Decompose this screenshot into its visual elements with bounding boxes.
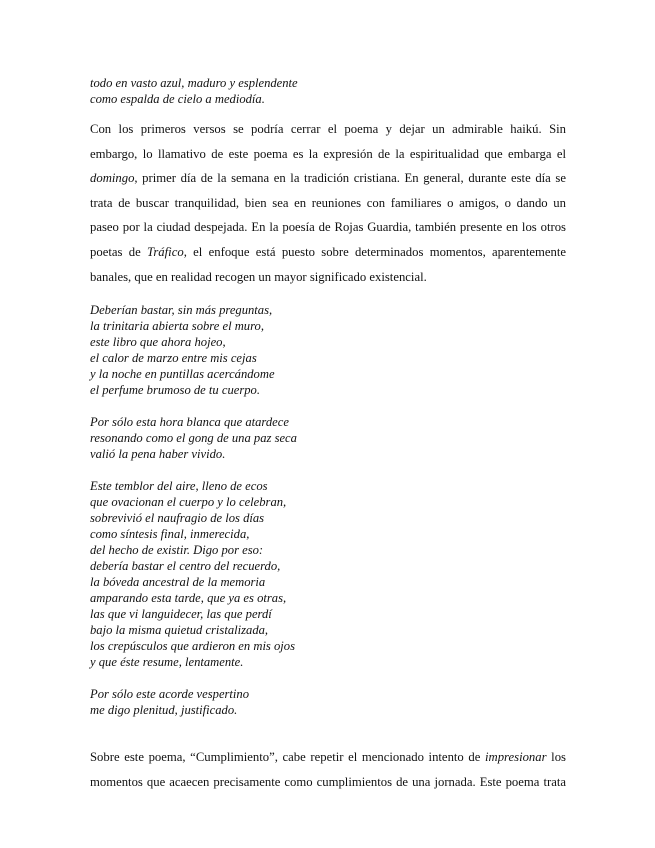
paragraph-line: embargo, lo llamativo de este poema es la expresión de la espiritualidad que embarga el xyxy=(90,146,566,161)
verse-line: debería bastar el centro del recuerdo, xyxy=(90,559,281,574)
poem-stanza-4 xyxy=(90,686,566,718)
verse-line: y la noche en puntillas acercándome xyxy=(90,367,275,382)
verse-line: Por sólo esta hora blanca que atardece xyxy=(90,415,289,430)
verse-line: el calor de marzo entre mis cejas xyxy=(90,351,257,366)
verse-line: bajo la misma quietud cristalizada, xyxy=(90,623,269,638)
paragraph-line: banales, que en realidad recogen un mayor significado existencial. xyxy=(90,269,427,284)
verse-line: Este temblor del aire, lleno de ecos xyxy=(90,479,268,494)
document-page xyxy=(90,68,566,794)
paragraph-line: Sobre este poema, “Cumplimiento”, cabe repetir el mencionado intento de impresionar los xyxy=(90,750,566,765)
poem-stanza-2 xyxy=(90,414,566,462)
verse-line: las que vi languidecer, las que perdí xyxy=(90,607,272,622)
verse-line: valió la pena haber vivido. xyxy=(90,447,226,462)
verse-line: la bóveda ancestral de la memoria xyxy=(90,575,266,590)
verse-line: como espalda de cielo a mediodía. xyxy=(90,92,265,106)
verse-line: resonando como el gong de una paz seca xyxy=(90,431,297,446)
verse-line: el perfume brumoso de tu cuerpo. xyxy=(90,383,260,398)
paragraph-line: paseo por la ciudad despejada. En la poesía de Rojas Guardia, también presente en los otros xyxy=(90,220,566,235)
paragraph-line: momentos que acaecen precisamente como cumplimientos de una jornada. Este poema trata xyxy=(90,774,566,789)
verse-line: amparando esta tarde, que ya es otras, xyxy=(90,591,287,606)
verse-line: este libro que ahora hojeo, xyxy=(90,335,226,350)
emphasis-trafico: Tráfico xyxy=(147,244,184,259)
verse-line: que ovacionan el cuerpo y lo celebran, xyxy=(90,495,287,510)
paragraph-line: trata de buscar tranquilidad, bien sea en reuniones con familiares o amigos, o dando un xyxy=(90,195,566,210)
paragraph-line: Con los primeros versos se podría cerrar el poema y dejar un admirable haikú. Sin xyxy=(90,122,566,136)
poem-stanza-opening xyxy=(90,75,566,107)
verse-line: la trinitaria abierta sobre el muro, xyxy=(90,319,264,334)
poem-stanza-1 xyxy=(90,302,566,398)
verse-line: como síntesis final, inmerecida, xyxy=(90,527,250,542)
verse-line: todo en vasto azul, maduro y esplendente xyxy=(90,76,298,90)
verse-line: sobrevivió el naufragio de los días xyxy=(90,511,265,526)
paragraph-line: poetas de Tráfico, el enfoque está puesto sobre determinados momentos, aparentemente xyxy=(90,244,567,259)
emphasis-impresionar: impresionar xyxy=(485,750,547,765)
verse-line: los crepúsculos que ardieron en mis ojos xyxy=(90,639,295,654)
verse-line: y que éste resume, lentamente. xyxy=(90,655,244,670)
verse-line: Deberían bastar, sin más preguntas, xyxy=(90,303,273,318)
paragraph-line: domingo, primer día de la semana en la tradición cristiana. En general, durante este día se xyxy=(90,171,566,186)
verse-line: Por sólo este acorde vespertino xyxy=(90,687,250,702)
verse-line: me digo plenitud, justificado. xyxy=(90,703,238,718)
body-paragraph-2 xyxy=(90,745,566,794)
poem-stanza-3 xyxy=(90,478,566,670)
body-paragraph-1 xyxy=(90,117,566,289)
verse-line: del hecho de existir. Digo por eso: xyxy=(90,543,264,558)
emphasis-domingo: domingo xyxy=(90,171,135,186)
